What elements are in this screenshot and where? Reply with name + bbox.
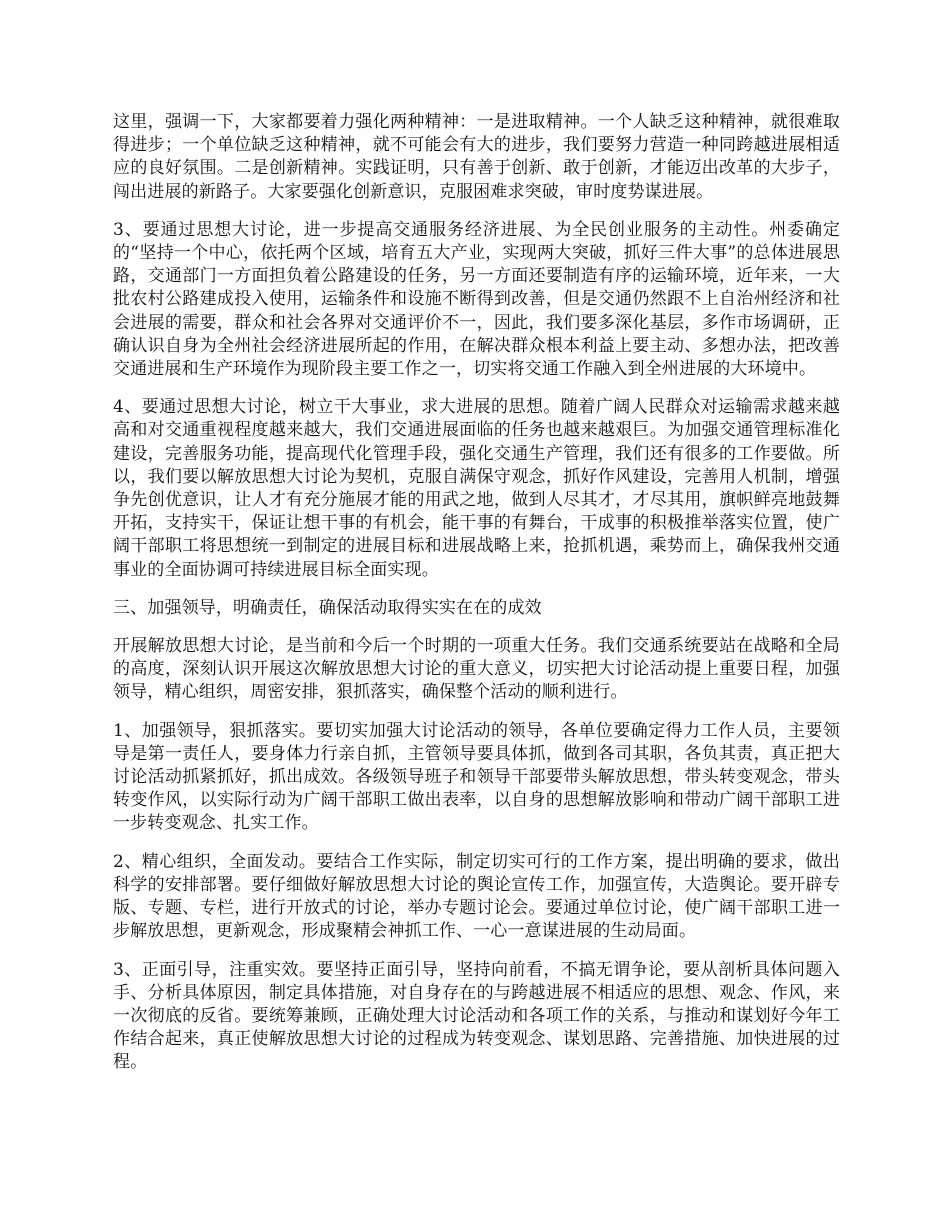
paragraph-5: 1、加强领导，狠抓落实。要切实加强大讨论活动的领导，各单位要确定得力工作人员，主要领导是第一责任人，要身体力行亲自抓，主管领导要具体抓，做到各司其职，各负其责，真正把大讨论活动抓紧抓好，抓出成效。各级领导班子和领导干部要带头解放思想，带头转变观念，带头转变作风，以实际行动为广阔干部职工做出表率，以自身的思想解放影响和带动广阔干部职工进一步转变观念、扎实工作。 <box>113 720 840 834</box>
paragraph-1: 这里，强调一下，大家都要着力强化两种精神：一是进取精神。一个人缺乏这种精神，就很难取得进步；一个单位缺乏这种精神，就不可能会有大的进步，我们要努力营造一种同跨越进展相适应的良好氛围。二是创新精神。实践证明，只有善于创新、敢于创新，才能迈出改革的大步子，闯出进展的新路子。大家要强化创新意识，克服困难求突破，审时度势谋进展。 <box>113 112 840 202</box>
section-heading: 三、加强领导，明确责任，确保活动取得实实在在的成效 <box>113 597 542 618</box>
document-body <box>113 111 840 1090</box>
paragraph-4: 开展解放思想大讨论，是当前和今后一个时期的一项重大任务。我们交通系统要站在战略和全局的高度，深刻认识开展这次解放思想大讨论的重大意义，切实把大讨论活动提上重要日程，加强领导，精心组织，周密安排，狠抓落实，确保整个活动的顺利进行。 <box>113 636 840 703</box>
paragraph-7: 3、正面引导，注重实效。要坚持正面引导，坚持向前看，不搞无谓争论，要从剖析具体问题入手、分析具体原因，制定具体措施，对自身存在的与跨越进展不相适应的思想、观念、作风，来一次彻底的反省。要统筹兼顾，正确处理大讨论活动和各项工作的关系，与推动和谋划好今年工作结合起来，真正使解放思想大讨论的过程成为转变观念、谋划思路、完善措施、加快进展的过程。 <box>113 959 840 1073</box>
paragraph-3: 4、要通过思想大讨论，树立干大事业，求大进展的思想。随着广阔人民群众对运输需求越来越高和对交通重视程度越来越大，我们交通进展面临的任务也越来越艰巨。为加强交通管理标准化建设，完善服务功能，提高现代化管理手段，强化交通生产管理，我们还有很多的工作要做。所以，我们要以解放思想大讨论为契机，克服自满保守观念，抓好作风建设，完善用人机制，增强争先创优意识，让人才有充分施展才能的用武之地，做到人尽其才，才尽其用，旗帜鲜亮地鼓舞开拓，支持实干，保证让想干事的有机会，能干事的有舞台，干成事的积极推举落实位置，使广阔干部职工将思想统一到制定的进展目标和进展战略上来，抢抓机遇，乘势而上，确保我州交通事业的全面协调可持续进展目标全面实现。 <box>113 397 840 580</box>
paragraph-2: 3、要通过思想大讨论，进一步提高交通服务经济进展、为全民创业服务的主动性。州委确定的“坚持一个中心，依托两个区域，培育五大产业，实现两大突破，抓好三件大事”的总体进展思路，交通部门一方面担负着公路建设的任务，另一方面还要制造有序的运输环境，近年来，一大批农村公路建成投入使用，运输条件和设施不断得到改善，但是交通仍然跟不上自治州经济和社会进展的需要，群众和社会各界对交通评价不一，因此，我们要多深化基层，多作市场调研，正确认识自身为全州社会经济进展所起的作用，在解决群众根本利益上要主动、多想办法，把改善交通进展和生产环境作为现阶段主要工作之一，切实将交通工作融入到全州进展的大环境中。 <box>113 219 840 380</box>
paragraph-6: 2、精心组织，全面发动。要结合工作实际，制定切实可行的工作方案，提出明确的要求，做出科学的安排部署。要仔细做好解放思想大讨论的舆论宣传工作，加强宣传，大造舆论。要开辟专版、专题、专栏，进行开放式的讨论，举办专题讨论会。要通过单位讨论，使广阔干部职工进一步解放思想，更新观念，形成聚精会神抓工作、一心一意谋进展的生动局面。 <box>113 851 840 942</box>
